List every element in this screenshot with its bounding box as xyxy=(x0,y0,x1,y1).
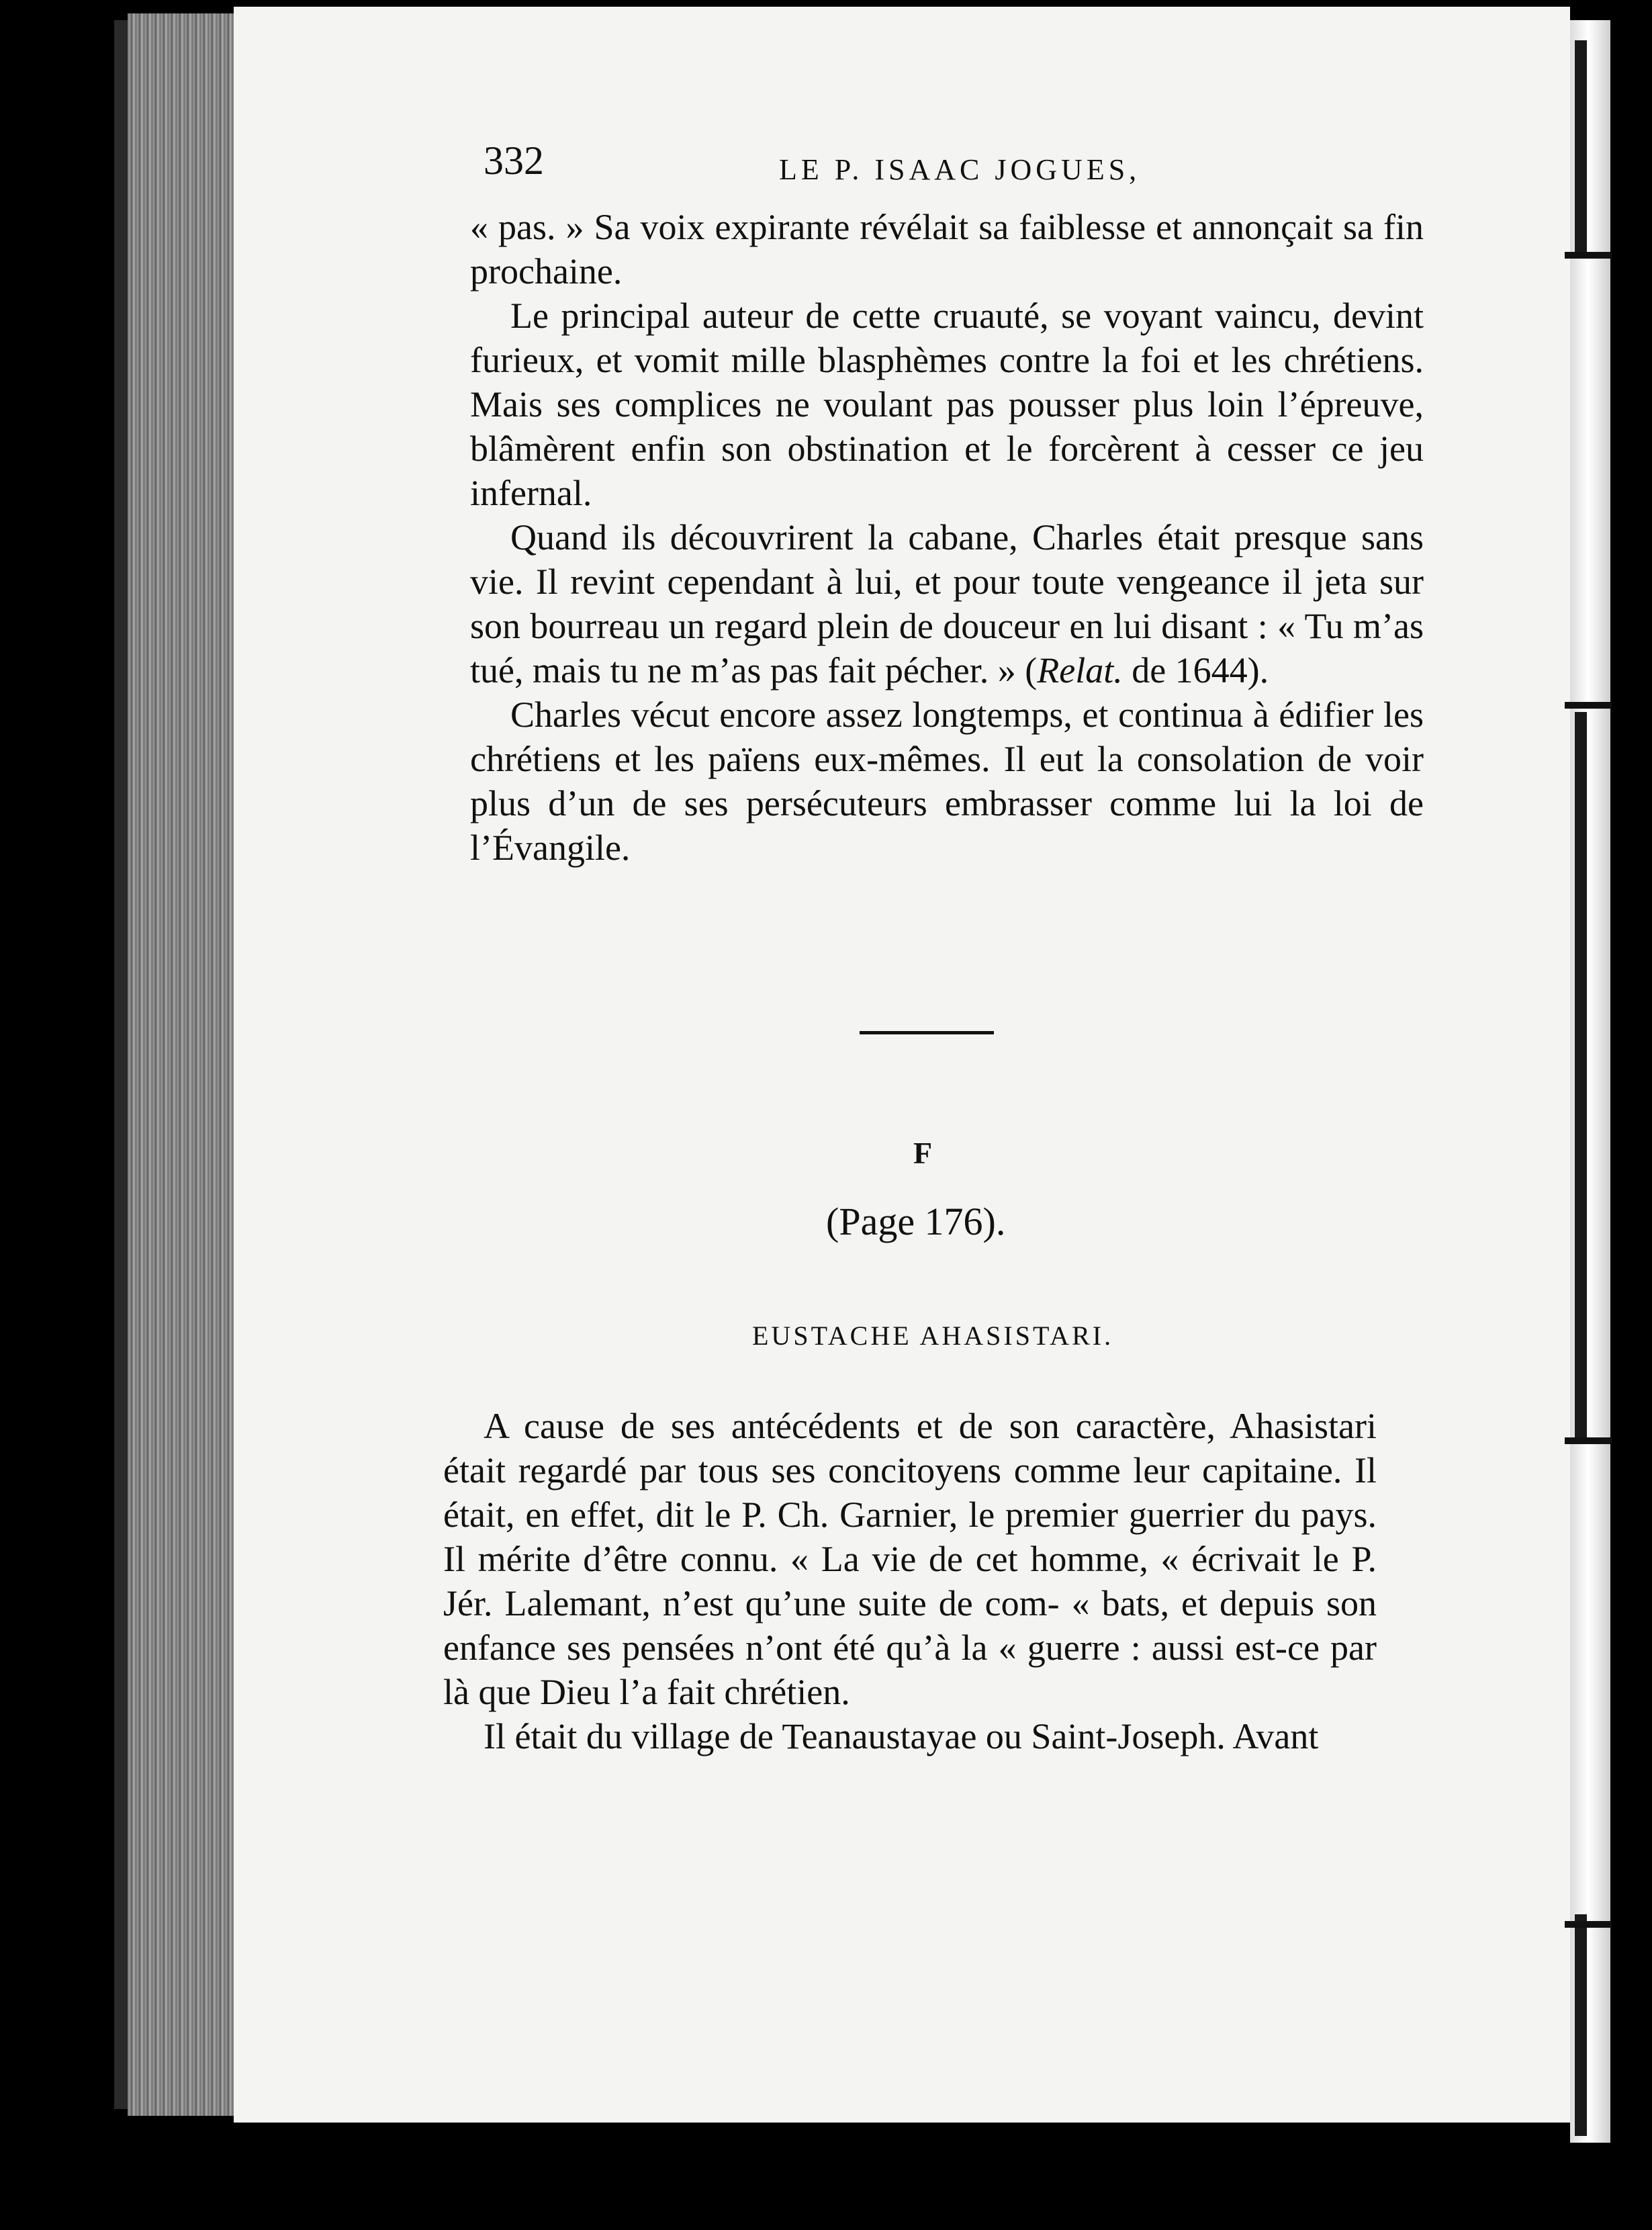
paragraph: « pas. » Sa voix expirante révélait sa faiblesse et annonçait sa fin prochaine. xyxy=(470,207,1424,292)
text-block-lower xyxy=(443,1404,1377,1758)
paragraph: Il était du village de Teanaustayae ou Saint-Joseph. Avant xyxy=(484,1716,1319,1756)
binding-thread xyxy=(1575,1914,1587,2136)
binding-stitch xyxy=(1565,702,1612,709)
page-reference: (Page 176). xyxy=(826,1200,1006,1243)
paragraph xyxy=(470,515,1424,693)
binding-stitch xyxy=(1565,1437,1612,1444)
binding-thread xyxy=(1575,712,1587,1437)
running-head: LE P. ISAAC JOGUES, xyxy=(779,153,1141,186)
book-page-edges xyxy=(128,13,239,2116)
section-title: EUSTACHE AHASISTARI. xyxy=(752,1321,1114,1351)
binding-thread xyxy=(1575,40,1587,255)
paragraph-text: Quand ils découvrirent la cabane, Charles était presque sans vie. Il revint cependant à lui, et pour toute vengeance il jeta sur son bourreau un regard plein de douceur en lui disant : « Tu m’as tué, mais tu ne m’as pas fait pécher. » ( xyxy=(470,517,1424,690)
text-block-upper xyxy=(470,205,1424,870)
paragraph: Le principal auteur de cette cruauté, se voyant vaincu, devint furieux, et vomit mille blasphèmes contre la foi et les chrétiens. Mais ses complices ne voulant pas pousser plus loin l’épreuve, blâmèrent enfin son obstination et le forcèrent à cesser ce jeu infernal. xyxy=(470,296,1424,513)
section-divider xyxy=(860,1031,994,1034)
appendix-letter: F xyxy=(913,1136,933,1170)
binding-stitch xyxy=(1565,252,1612,259)
paragraph: Charles vécut encore assez longtemps, et continua à édifier les chrétiens et les païens eux-mêmes. Il eut la consolation de voir plus d’un de ses persécuteurs embrasser comme lui la loi de l’Évangile. xyxy=(470,695,1424,868)
paragraph-text: de 1644). xyxy=(1122,650,1269,690)
binding-stitch xyxy=(1565,1921,1612,1928)
page-header xyxy=(484,138,1437,198)
citation-italic: Relat. xyxy=(1037,650,1123,690)
page-number: 332 xyxy=(484,138,544,183)
paragraph: A cause de ses antécédents et de son caractère, Ahasistari était regardé par tous ses concitoyens comme leur capitaine. Il était, en effet, dit le P. Ch. Garnier, le premier guerrier du pays. Il mérite d’être connu. « La vie de cet homme, « écrivait le P. Jér. Lalemant, n’est qu’une suite de com- « bats, et depuis son enfance ses pensées n’ont été qu’à la « guerre : aussi est-ce par là que Dieu l’a fait chrétien. xyxy=(443,1406,1377,1712)
